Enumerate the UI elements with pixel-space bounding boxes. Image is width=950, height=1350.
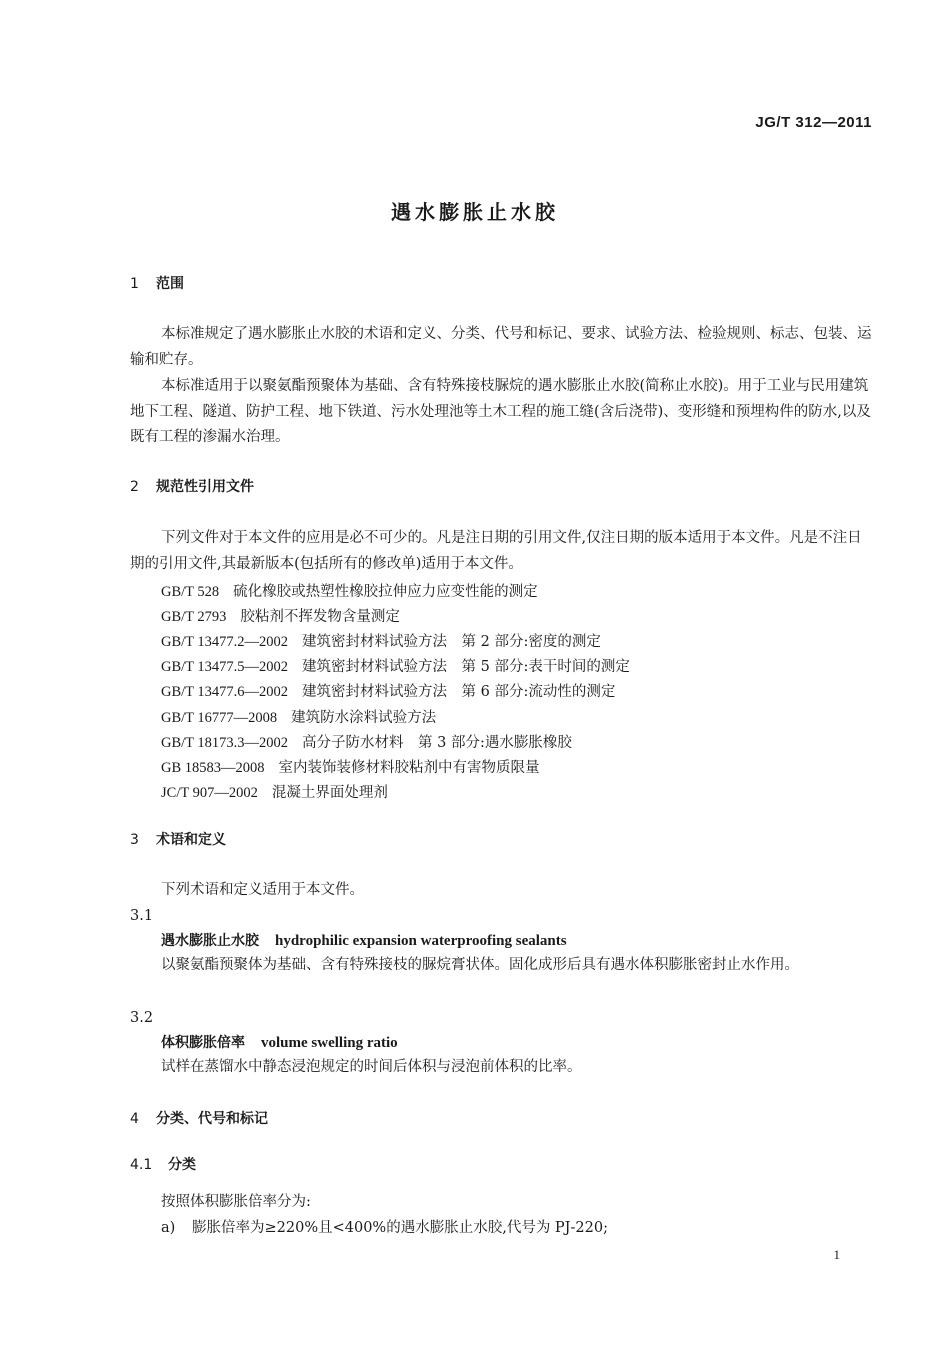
reference-title: 硫化橡胶或热塑性橡胶拉伸应力应变性能的测定 bbox=[233, 584, 538, 600]
reference-item bbox=[161, 781, 388, 802]
section-number: 2 bbox=[130, 479, 139, 495]
reference-title: 建筑密封材料试验方法 第 5 部分:表干时间的测定 bbox=[302, 659, 630, 675]
section-number: 3 bbox=[130, 832, 139, 848]
section-title: 规范性引用文件 bbox=[156, 479, 254, 495]
reference-code: GB/T 528 bbox=[161, 584, 220, 600]
term-chinese: 遇水膨胀止水胶 bbox=[161, 933, 259, 949]
reference-item bbox=[161, 580, 538, 601]
term-chinese: 体积膨胀倍率 bbox=[161, 1035, 245, 1051]
classification-intro: 按照体积膨胀倍率分为: bbox=[161, 1194, 311, 1210]
term-definition: 以聚氨酯预聚体为基础、含有特殊接枝的脲烷膏状体。固化成形后具有遇水体积膨胀密封止水作用。 bbox=[161, 957, 799, 973]
section-number: 1 bbox=[130, 276, 139, 292]
section-title: 术语和定义 bbox=[156, 832, 226, 848]
list-item-text: 膨胀倍率为≥220%且<400%的遇水膨胀止水胶,代号为 PJ-220; bbox=[192, 1220, 608, 1236]
section-title: 分类、代号和标记 bbox=[156, 1111, 268, 1127]
reference-code: GB/T 13477.2—2002 bbox=[161, 634, 289, 650]
reference-code: GB/T 16777—2008 bbox=[161, 710, 278, 726]
term-heading bbox=[161, 1036, 398, 1051]
reference-title: 建筑密封材料试验方法 第 6 部分:流动性的测定 bbox=[302, 684, 616, 700]
reference-code: GB/T 2793 bbox=[161, 609, 227, 625]
section-2-heading bbox=[130, 480, 254, 494]
section-3-intro: 下列术语和定义适用于本文件。 bbox=[161, 882, 364, 898]
reference-code: GB/T 13477.6—2002 bbox=[161, 684, 289, 700]
reference-code: GB/T 18173.3—2002 bbox=[161, 735, 289, 751]
term-english: volume swelling ratio bbox=[261, 1035, 398, 1051]
term-definition: 试样在蒸馏水中静态浸泡规定的时间后体积与浸泡前体积的比率。 bbox=[161, 1059, 582, 1075]
reference-item bbox=[161, 630, 601, 651]
section-3-heading bbox=[130, 833, 226, 847]
reference-title: 高分子防水材料 第 3 部分:遇水膨胀橡胶 bbox=[302, 735, 572, 751]
reference-code: JC/T 907—2002 bbox=[161, 785, 258, 801]
section-1-paragraph-1: 本标准规定了遇水膨胀止水胶的术语和定义、分类、代号和标记、要求、试验方法、检验规则、标志、包装、运输和贮存。 bbox=[130, 326, 872, 368]
section-4-heading bbox=[130, 1112, 268, 1126]
section-number: 4 bbox=[130, 1111, 139, 1127]
document-title: 遇水膨胀止水胶 bbox=[391, 200, 559, 224]
term-english: hydrophilic expansion waterproofing sealants bbox=[275, 933, 567, 949]
subsection-title: 分类 bbox=[168, 1157, 196, 1173]
reference-code: GB/T 13477.5—2002 bbox=[161, 659, 289, 675]
reference-item bbox=[161, 756, 540, 777]
list-item bbox=[161, 1221, 608, 1236]
reference-title: 室内装饰装修材料胶粘剂中有害物质限量 bbox=[278, 760, 540, 776]
term-number: 3.2 bbox=[130, 1010, 154, 1026]
reference-title: 建筑密封材料试验方法 第 2 部分:密度的测定 bbox=[302, 634, 601, 650]
section-1-paragraph-2: 本标准适用于以聚氨酯预聚体为基础、含有特殊接枝脲烷的遇水膨胀止水胶(简称止水胶)。用于工业与民用建筑地下工程、隧道、防护工程、地下铁道、污水处理池等土木工程的施工缝(含后浇带)、变形缝和预埋构件的防水,以及既有工程的渗漏水治理。 bbox=[130, 378, 871, 445]
term-number: 3.1 bbox=[130, 908, 154, 924]
subsection-number: 4.1 bbox=[130, 1157, 153, 1173]
list-item-label: a) bbox=[161, 1220, 176, 1236]
section-2-intro: 下列文件对于本文件的应用是必不可少的。凡是注日期的引用文件,仅注日期的版本适用于本文件。凡是不注日期的引用文件,其最新版本(包括所有的修改单)适用于本文件。 bbox=[130, 530, 862, 572]
reference-item bbox=[161, 680, 615, 701]
section-title: 范围 bbox=[156, 276, 184, 292]
reference-item bbox=[161, 706, 436, 727]
reference-title: 混凝土界面处理剂 bbox=[271, 785, 388, 801]
subsection-4-1-heading bbox=[130, 1158, 196, 1172]
reference-code: GB 18583—2008 bbox=[161, 760, 265, 776]
term-heading bbox=[161, 934, 567, 949]
reference-item bbox=[161, 731, 572, 752]
reference-title: 建筑防水涂料试验方法 bbox=[291, 710, 437, 726]
page-number: 1 bbox=[833, 1247, 840, 1262]
section-1-heading bbox=[130, 277, 184, 291]
reference-item bbox=[161, 605, 400, 626]
standard-code: JG/T 312—2011 bbox=[755, 114, 872, 131]
reference-item bbox=[161, 655, 630, 676]
reference-title: 胶粘剂不挥发物含量测定 bbox=[240, 609, 400, 625]
